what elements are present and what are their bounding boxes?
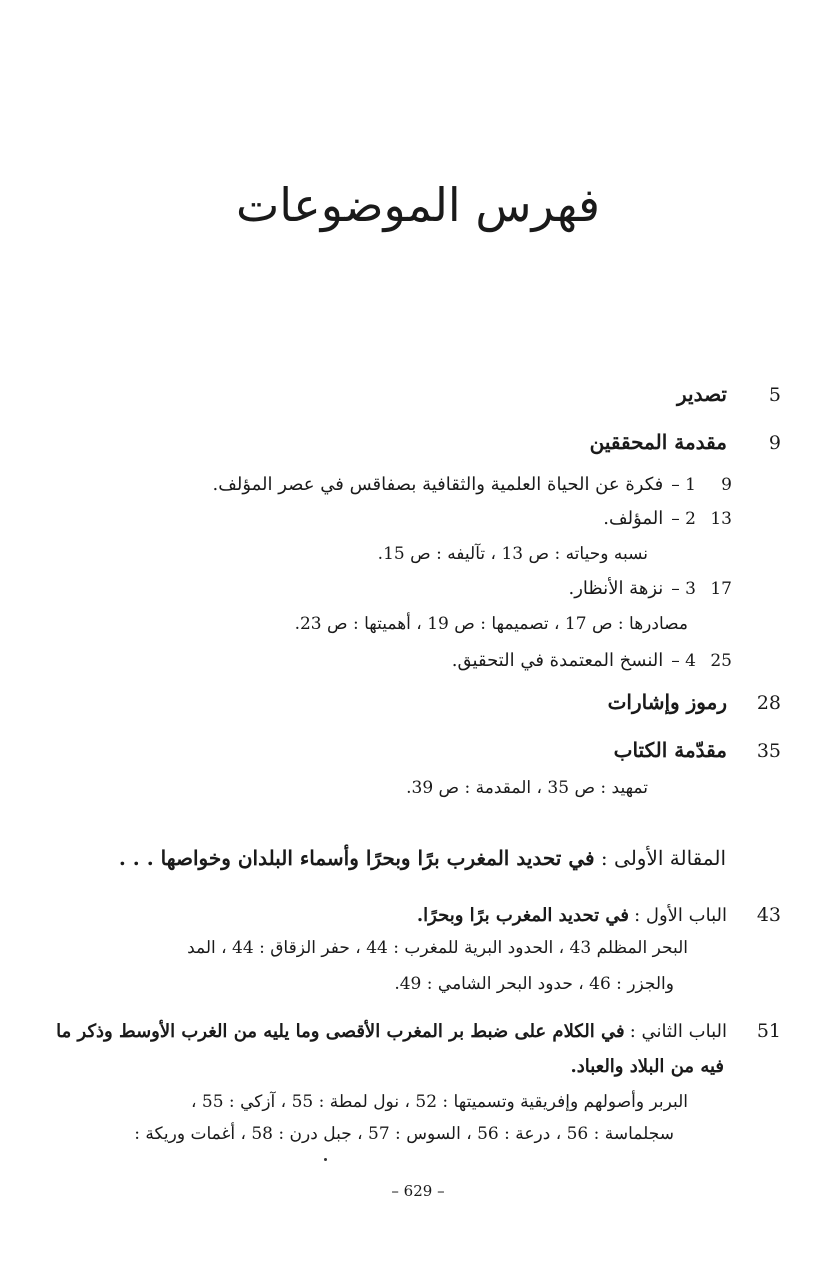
toc-detail-line: نسبه وحياته : ص 13 ، تآليفه : ص 15. [377,544,648,564]
toc-entry-editors-intro [60,430,781,454]
toc-page-number: 13 [710,509,732,529]
toc-page-number: 35 [756,740,781,762]
toc-article-one [60,846,726,870]
toc-chapter-one [60,904,781,926]
toc-page-number: 9 [768,432,781,454]
toc-page-number: 28 [756,692,781,714]
toc-page-number: 9 [721,475,732,495]
toc-section-number: 4 – [671,651,696,671]
toc-detail-line: سجلماسة : 56 ، درعة : 56 ، السوس : 57 ، جبل درن : 58 ، أغمات وريكة : [134,1124,674,1144]
toc-entry-symbols [60,690,781,714]
article-lead: المقالة الأولى : [600,846,726,870]
toc-entry-book-intro [60,738,781,762]
chapter-topic: في تحديد المغرب برًا وبحرًا. [416,905,629,926]
page-number: – 629 – [391,1182,445,1200]
chapter-label: الباب الأول : [634,905,727,926]
toc-subentry [60,508,732,529]
toc-entry-label: رموز وإشارات [607,690,727,714]
chapter-label: الباب الثاني : [629,1021,727,1042]
toc-detail-line: تمهيد : ص 35 ، المقدمة : ص 39. [406,778,648,798]
toc-entry-preface [60,382,781,406]
toc-page-number: 43 [756,904,781,926]
toc-subentry [60,650,732,671]
toc-subentry-label: نزهة الأنظار. [568,578,664,599]
ink-speck [324,1158,327,1161]
toc-subentry [60,578,732,599]
toc-chapter-two [56,1020,781,1042]
toc-entry-label: تصدير [676,382,727,406]
toc-detail-line: البحر المظلم 43 ، الحدود البرية للمغرب : 44 ، حفر الزقاق : 44 ، المد [187,938,688,958]
toc-page-number: 17 [710,579,732,599]
toc-subentry-label: المؤلف. [603,508,664,529]
toc-detail-line: البربر وأصولهم وإفريقية وتسميتها : 52 ، نول لمطة : 55 ، آزكي : 55 ، [191,1092,688,1112]
chapter-topic-continued: فيه من البلاد والعباد. [570,1056,724,1077]
toc-page-number: 51 [756,1020,781,1042]
toc-entry-label: مقدّمة الكتاب [613,738,727,762]
chapter-topic: في الكلام على ضبط بر المغرب الأقصى وما يليه من الغرب الأوسط وذكر ما [56,1021,625,1042]
toc-subentry-label: النسخ المعتمدة في التحقيق. [451,650,664,671]
toc-section-number: 1 – [671,475,696,495]
toc-detail-line: مصادرها : ص 17 ، تصميمها : ص 19 ، أهميتها : ص 23. [294,614,688,634]
toc-section-number: 2 – [671,509,696,529]
article-topic: في تحديد المغرب برًا وبحرًا وأسماء البلدان وخواصها . . . [118,846,595,870]
page-title: فهرس الموضوعات [235,178,601,232]
toc-page-number: 25 [710,651,732,671]
toc-section-number: 3 – [671,579,696,599]
toc-detail-line: والجزر : 46 ، حدود البحر الشامي : 49. [394,974,674,994]
toc-entry-label: مقدمة المحققين [589,430,727,454]
toc-subentry-label: فكرة عن الحياة العلمية والثقافية بصفاقس في عصر المؤلف. [212,474,664,495]
toc-page-number: 5 [768,384,781,406]
toc-subentry [60,474,732,495]
